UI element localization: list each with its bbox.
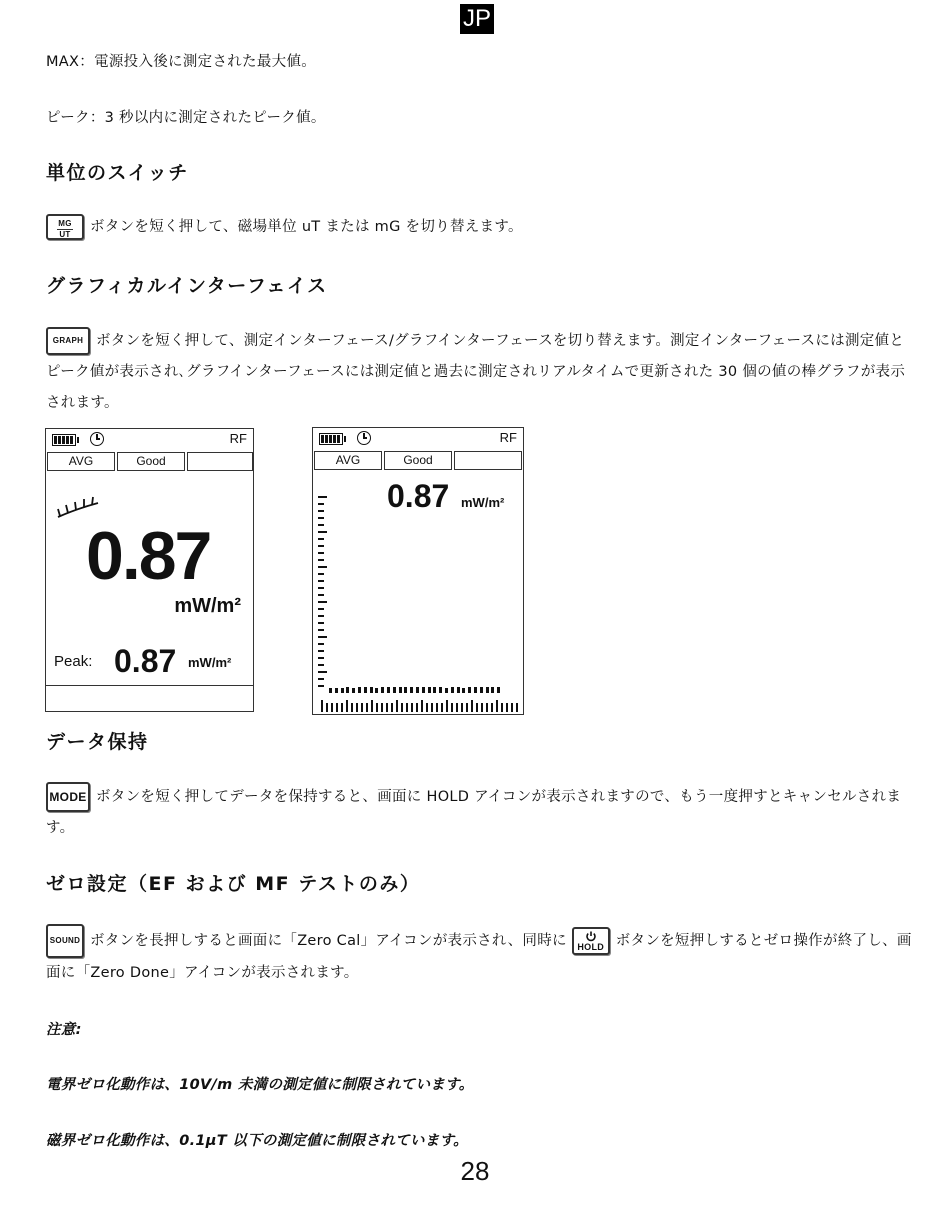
x-axis-tick	[451, 703, 453, 712]
peak-value: 0.87	[114, 643, 177, 679]
status-tabs	[47, 452, 255, 470]
peak-unit: mW/m²	[188, 655, 232, 670]
zero-setting-text-1: ボタンを長押しすると画面に「Zero Cal」アイコンが表示され、同時に	[90, 933, 567, 949]
x-axis-tick	[516, 703, 518, 712]
graph-bar	[364, 687, 367, 693]
data-hold-heading: データ保持	[46, 731, 149, 753]
zero-setting-paragraph	[46, 924, 916, 989]
x-axis-tick	[336, 703, 338, 712]
unit-switch-text: ボタンを短く押して、磁場単位 uT または mG を切り替えます。	[90, 219, 523, 235]
graph-bar	[445, 688, 448, 693]
x-axis-tick	[506, 703, 508, 712]
y-axis-tick	[318, 685, 324, 687]
peak-description: ピーク：3 秒以内に測定されたピーク値。	[46, 110, 326, 126]
y-axis-tick	[318, 566, 327, 568]
graph-bar	[404, 687, 407, 693]
ut-label: UT	[59, 230, 71, 239]
data-hold-text: ボタンを短く押してデータを保持すると、画面に HOLD アイコンが表示されますので、もう一度押すとキャンセルされます。	[46, 789, 902, 836]
x-axis-tick	[481, 703, 483, 712]
x-axis-tick	[441, 703, 443, 712]
y-axis-tick	[318, 671, 327, 673]
graph-bar	[486, 687, 489, 693]
graph-bar	[457, 687, 460, 693]
x-axis-tick	[326, 703, 328, 712]
note-title: 注意:	[46, 1022, 82, 1038]
x-axis-tick	[501, 703, 503, 712]
x-axis-tick	[341, 703, 343, 712]
x-axis-tick	[511, 703, 513, 712]
y-axis-tick	[318, 594, 324, 596]
graph-interface-text: ボタンを短く押して、測定インターフェース/グラフインターフェースを切り替えます。測定インターフェースには測定値とピーク値が表示され､グラフインターフェースには測定値と過去に測定されリアルタイムで更新された 30 個の値の棒グラフが表示されます。	[46, 333, 906, 411]
clock-icon	[90, 432, 104, 446]
y-axis-tick	[318, 601, 327, 603]
graph-bar	[381, 687, 384, 693]
x-axis-tick	[356, 703, 358, 712]
x-axis-tick	[486, 703, 488, 712]
graph-bar	[410, 687, 413, 693]
page-number: 28	[460, 1156, 490, 1186]
y-axis-tick	[318, 678, 324, 680]
x-axis-tick	[321, 700, 323, 712]
avg-tab: AVG	[47, 452, 115, 471]
graph-bar	[480, 687, 483, 693]
y-axis-tick	[318, 552, 324, 554]
y-axis-tick	[318, 636, 327, 638]
mode-key-icon: MODE	[46, 782, 90, 812]
x-axis-tick	[331, 703, 333, 712]
graph-bar	[416, 687, 419, 693]
y-axis-tick	[318, 629, 324, 631]
x-axis-tick	[346, 700, 348, 712]
note-magnetic-field: 磁界ゼロ化動作は、0.1μT 以下の測定値に制限されています。	[46, 1133, 468, 1149]
graph-bar	[329, 688, 332, 693]
unit-switch-heading: 単位のスイッチ	[46, 162, 189, 184]
mg-label: MG	[58, 219, 72, 228]
graph-bar	[451, 687, 454, 693]
battery-icon	[52, 434, 76, 446]
y-axis-tick	[318, 524, 324, 526]
y-axis-tick	[318, 664, 324, 666]
sound-key-icon: SOUND	[46, 924, 84, 958]
graph-bar	[433, 687, 436, 693]
measurement-screen	[45, 428, 254, 712]
x-axis-tick	[361, 703, 363, 712]
y-axis-tick	[318, 657, 324, 659]
screen-divider	[46, 685, 253, 686]
x-axis-tick	[351, 703, 353, 712]
quality-tab: Good	[384, 451, 452, 470]
max-description: MAX：電源投入後に測定された最大値。	[46, 54, 317, 70]
x-axis-tick	[406, 703, 408, 712]
y-axis-tick	[318, 580, 324, 582]
y-axis-tick	[318, 510, 324, 512]
x-axis-tick	[491, 703, 493, 712]
y-axis-tick	[318, 559, 324, 561]
unit-switch-paragraph	[46, 212, 916, 243]
x-axis-tick	[366, 703, 368, 712]
graph-interface-heading: グラフィカルインターフェイス	[46, 275, 328, 297]
x-axis-tick	[411, 703, 413, 712]
graph-bar	[370, 687, 373, 693]
graph-bar	[335, 688, 338, 693]
x-axis-tick	[376, 703, 378, 712]
mode-label: RF	[229, 431, 247, 446]
x-axis-tick	[371, 700, 373, 712]
y-axis-tick	[318, 573, 324, 575]
mode-label: RF	[499, 430, 517, 445]
bar-graph	[313, 428, 523, 714]
power-icon	[585, 931, 597, 942]
y-axis-tick	[318, 622, 324, 624]
measured-value: 0.87	[86, 518, 211, 594]
data-hold-paragraph	[46, 782, 916, 844]
power-hold-key-icon	[572, 927, 610, 955]
y-axis-tick	[318, 517, 324, 519]
x-axis-tick	[431, 703, 433, 712]
graph-bar	[422, 687, 425, 693]
graph-bar	[375, 688, 378, 693]
y-axis-tick	[318, 615, 324, 617]
language-tag: JP	[460, 4, 494, 34]
y-axis-tick	[318, 587, 324, 589]
x-axis-tick	[456, 703, 458, 712]
mg-ut-key-icon	[46, 214, 84, 240]
x-axis-tick	[461, 703, 463, 712]
hold-label: HOLD	[577, 942, 605, 952]
measured-unit: mW/m²	[174, 595, 241, 617]
zero-setting-heading: ゼロ設定（EF および MF テストのみ）	[46, 873, 421, 895]
graph-bar	[341, 688, 344, 693]
y-axis-tick	[318, 496, 327, 498]
graph-bar	[462, 688, 465, 693]
y-axis-tick	[318, 503, 324, 505]
graph-bar	[491, 687, 494, 693]
x-axis-tick	[401, 703, 403, 712]
x-axis-tick	[496, 700, 498, 712]
graph-bar	[352, 688, 355, 693]
y-axis-tick	[318, 650, 324, 652]
quality-tab: Good	[117, 452, 185, 471]
y-axis-tick	[318, 538, 324, 540]
x-axis-tick	[426, 703, 428, 712]
graph-bar	[439, 687, 442, 693]
empty-tab	[187, 452, 253, 471]
peak-label: Peak:	[54, 653, 93, 670]
graph-bar	[468, 687, 471, 693]
graph-bar	[497, 687, 500, 693]
zero-setting-text-2: ボタンを短押しするとゼロ操作が終了し、画面に「Zero Done」アイコンが表示されます。	[46, 933, 912, 981]
y-axis-tick	[318, 531, 327, 533]
x-axis-tick	[421, 700, 423, 712]
avg-tab: AVG	[314, 451, 382, 470]
x-axis-tick	[416, 703, 418, 712]
x-axis-tick	[476, 703, 478, 712]
x-axis-tick	[381, 703, 383, 712]
y-axis-tick	[318, 643, 324, 645]
x-axis-tick	[466, 703, 468, 712]
graph-screen	[312, 427, 524, 715]
graph-bar	[358, 687, 361, 693]
x-axis-tick	[386, 703, 388, 712]
x-axis-tick	[446, 700, 448, 712]
y-axis-tick	[318, 545, 324, 547]
status-bar	[46, 429, 253, 451]
y-axis-tick	[318, 608, 324, 610]
graph-bar	[474, 687, 477, 693]
graph-key-icon: GRAPH	[46, 327, 90, 355]
x-axis-tick	[396, 700, 398, 712]
note-electric-field: 電界ゼロ化動作は、10V/m 未満の測定値に制限されています。	[46, 1077, 474, 1093]
x-axis-tick	[471, 700, 473, 712]
graph-measured-value: 0.87	[387, 478, 450, 514]
x-axis-tick	[436, 703, 438, 712]
graph-bar	[428, 687, 431, 693]
graph-measured-unit: mW/m²	[461, 495, 505, 510]
x-axis-tick	[391, 703, 393, 712]
graph-bar	[399, 687, 402, 693]
graph-bar	[393, 687, 396, 693]
graph-bar	[346, 687, 349, 693]
graph-bar	[387, 687, 390, 693]
graph-interface-paragraph	[46, 326, 916, 419]
